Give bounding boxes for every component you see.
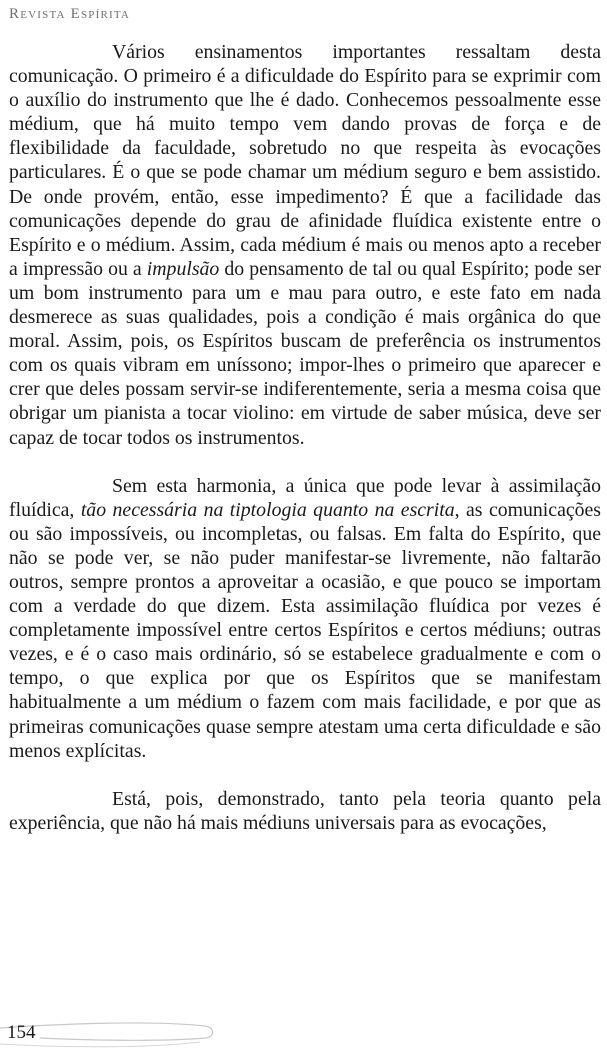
paragraph-1-segment: do pensamento de tal ou qual Espírito; pode ser um bom instrumento para um e mau para outro, e este fato em nada desmerece as suas qualidades, pois a condição é mais orgânica do que moral. Assim, pois, os Espíritos buscam de preferência os instrumentos com os quais vibram em uníssono; impor-lhes o primeiro que aparecer e crer que deles possam servir-se indiferentemente, seria a mesma coisa que obrigar um pianista a tocar violino: em virtude de saber música, deve ser capaz de tocar todos os instrumentos. bbox=[9, 257, 601, 449]
paragraph-1-emphasis: impulsão bbox=[146, 257, 220, 280]
paragraph-1-segment: Vários ensinamentos importantes ressaltam desta comunicação. O primeiro é a dificuldade do Espírito para se exprimir com o auxílio do instrumento que lhe é dado. Conhecemos pessoalmente esse médium, que há muito tempo vem dando provas de força e de flexibilidade da faculdade, sobretudo no que respeita às evocações particulares. É o que se pode chamar um médium seguro e bem assistido. De onde provém, então, esse impedimento? É que a facilidade das comunicações depende do grau de afinidade fluídica existente entre o Espírito e o médium. Assim, cada médium é mais ou menos apto a receber a impressão ou a bbox=[9, 41, 601, 280]
paragraph-2 bbox=[9, 474, 601, 763]
running-head: Revista Espírita bbox=[9, 6, 131, 22]
page-number: 154 bbox=[7, 1022, 36, 1043]
paragraph-2-segment: Sem esta harmonia, a única que pode levar à assimilação fluídica, bbox=[9, 474, 601, 521]
paragraph-1 bbox=[9, 40, 601, 450]
paragraph-2-emphasis: tão necessária na tiptologia quanto na escrita bbox=[80, 498, 455, 521]
paragraph-3 bbox=[9, 787, 601, 835]
paragraph-2-segment: , as comunicações ou são impossíveis, ou incompletas, ou falsas. Em falta do Espírito, que não se pode ver, se não puder manifestar-se livremente, não faltarão outros, sempre prontos a aproveitar a ocasião, e que pouco se importam com a verdade do que dizem. Esta assimilação fluídica por vezes é completamente impossível entre certos Espíritos e certos médiuns; outras vezes, e é o caso mais ordinário, só se estabelece gradualmente e com o tempo, o que explica por que os Espíritos que se manifestam habitualmente a um médium o fazem com mais facilidade, e por que as primeiras comunicações quase sempre atestam uma certa dificuldade e são menos explícitas. bbox=[9, 498, 601, 762]
paragraph-3-segment: Está, pois, demonstrado, tanto pela teoria quanto pela experiência, que não há mais médiuns universais para as evocações, bbox=[9, 787, 601, 834]
body-text bbox=[9, 40, 601, 835]
